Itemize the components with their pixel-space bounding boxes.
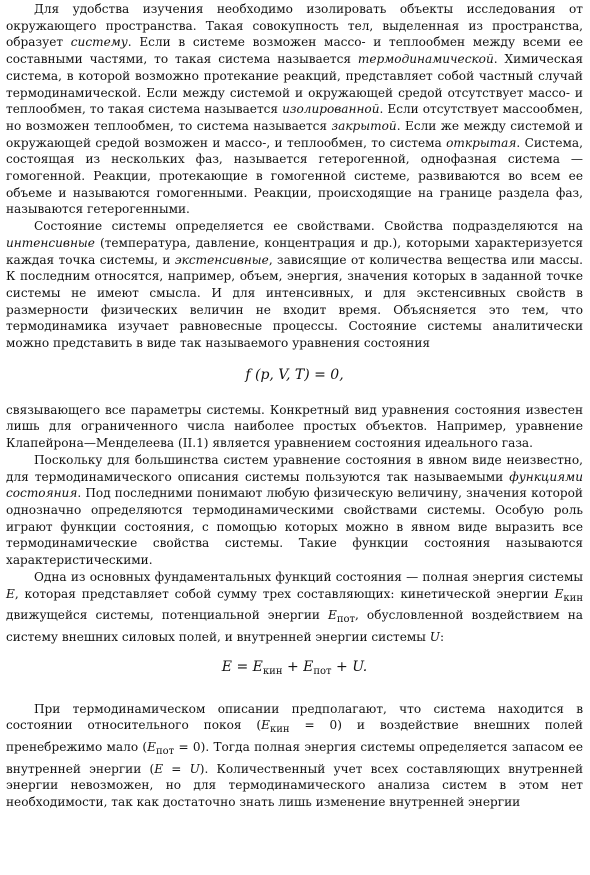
text-run: движущейся системы, потенциальной энергии [6,608,328,623]
paragraph-state-functions [6,452,583,569]
text-run: Состояние системы определяется ее свойствами. Свойства подразделяются на [34,219,583,234]
paragraph-thermodynamic-description [6,701,583,811]
energy-formula-plus2: + [331,658,353,675]
italic-term: экстенсивные [174,252,269,267]
text-run: , обусловленной воздействием на систему внешних силовых полей, и внутренней энергии системы [6,608,583,644]
text-run: При термодинамическом описании предполагают, что система находится в состоянии относительного покоя ( [6,701,583,733]
energy-formula-lhs: E [221,658,233,675]
text-run: , зависящие от количества вещества или массы. К последним относятся, например, объем, энергия, значения которых в заданной точке системы не имеют смысла. И для интенсивных, и для экстенсивных свойств в размерности физических величин не входит время. Объясняется это тем, что термодинамика изучает равновесные процессы. Состояние системы аналитически можно представить в виде так называемого уравнения состояния [6,252,583,351]
italic-term: U [429,629,440,644]
text-run: . Химическая система, в которой возможно протекание реакций, представляет собой частный случай термодинамической. Если между системой и окружающей средой отсутствует массо- и теплообмен, то такая система называется [6,52,583,117]
paragraph-system-definition [6,1,583,218]
text-run: . Под последними понимают любую физическую величину, значения которой однозначно определяются термодинамическими свойствами системы. Особую роль играют функции состояния, с помощью которых можно в явном виде выразить все термодинамические свойства системы. Такие функции состояния называются характеристическими. [6,486,583,568]
energy-formula-sub-kin: кин [262,665,283,677]
italic-term: E [261,718,270,733]
text-run: = 0). Тогда полная энергия системы определяется запасом ее внутренней энергии ( [6,740,583,776]
text-run: = 0) и воздействие внешних полей пренебрежимо мало ( [6,718,583,755]
energy-formula [6,658,583,681]
italic-term: E = U [154,761,200,776]
text-run: . Если же между системой и окружающей средой возможен и массо-, и теплообмен, то система [6,118,583,150]
text-run: , которая представляет собой сумму трех составляющих: кинетической энергии [14,586,555,601]
italic-term: открытая [446,135,517,150]
energy-formula-e2: E [303,658,314,675]
subscript-text: пот [155,746,175,758]
energy-formula-u: U. [352,658,368,675]
text-run: Для удобства изучения необходимо изолировать объекты исследования от окружающего пространства. Такая совокупность тел, выделенная из пространства, образует [6,2,583,50]
italic-term: функциями состояния [6,469,583,501]
subscript-text: пот [336,614,356,626]
subscript-text: кин [269,724,290,736]
state-equation-text: f (p, V, T) = 0, [245,366,344,383]
italic-term: интенсивные [6,235,95,250]
text-run: . Если в системе возможен массо- и теплообмен между всеми ее составными частями, то такая система называется [6,35,583,67]
energy-formula-eq: = [232,658,253,675]
italic-term: закрытой [331,118,397,133]
paragraph-state-properties [6,218,583,352]
text-run: Одна из основных фундаментальных функций состояния — полная энергия системы [34,569,583,584]
italic-term: E [6,586,15,601]
energy-formula-plus1: + [282,658,304,675]
text-run: связывающего все параметры системы. Конкретный вид уравнения состояния известен лишь для ограниченного числа наиболее простых объектов. Например, уравнение Клапейрона—Менделеева (II.1) является уравнением состояния идеального газа. [6,402,583,451]
paragraph-total-energy [6,569,583,646]
text-run: Поскольку для большинства систем уравнение состояния в явном виде неизвестно, для термодинамического описания системы пользуются так называемыми [6,452,583,484]
text-run: (температура, давление, концентрация и др.), которыми характеризуется каждая точка системы, и [6,235,583,267]
text-run: . Если отсутствует массообмен, но возможен теплообмен, то система называется [6,102,584,133]
italic-term: изолированной [282,102,380,117]
energy-formula-e1: E [252,658,263,675]
text-run: . Система, состоящая из нескольких фаз, называется гетерогенной, однофазная система — гомогенной. Реакции, протекающие в гомогенной системе, развиваются во всем ее объеме и называются гомогенными. Реакции, происходящие на границе раздела фаз, называются гетерогенными. [6,135,583,217]
italic-term: термодинамической [357,52,494,67]
text-run: ). Количественный учет всех составляющих внутренней энергии невозможен, но для термодинамического анализа систем в этом нет необходимости, так как достаточно знать лишь изменение внутренней энергии [6,761,584,810]
italic-term: E [147,740,156,755]
state-equation-formula [6,366,583,384]
paragraph-state-equation-note [6,402,583,452]
text-run: : [439,629,445,644]
italic-term: E [327,608,337,623]
italic-term: систему [70,35,128,50]
italic-term: E [554,586,564,601]
subscript-text: кин [563,592,583,604]
energy-formula-sub-pot: пот [313,665,332,677]
